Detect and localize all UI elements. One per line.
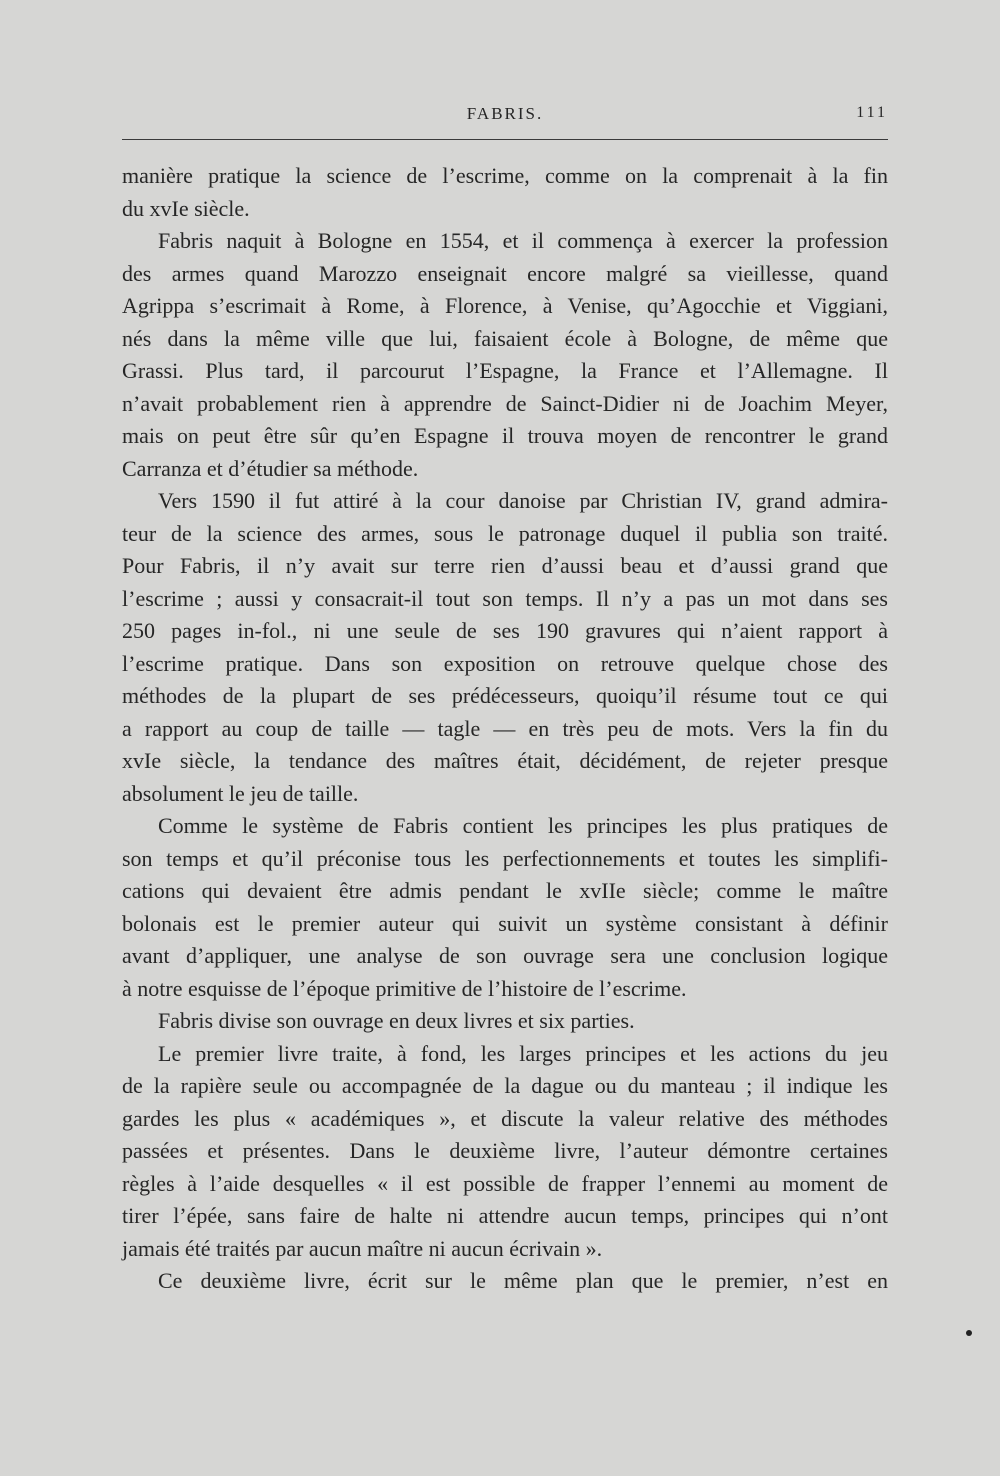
text-line: passées et présentes. Dans le deuxième livre, l’auteur démontre certaines — [122, 1138, 888, 1163]
text-line: méthodes de la plupart de ses prédécesseurs, quoiqu’il résume tout ce qui — [122, 683, 888, 708]
text-line: Carranza et d’étudier sa méthode. — [122, 455, 419, 481]
text-line: absolument le jeu de taille. — [122, 780, 359, 806]
body-text — [122, 160, 888, 1298]
text-line: cations qui devaient être admis pendant le xvIIe siècle; comme le maître — [122, 878, 888, 903]
text-line: Fabris naquit à Bologne en 1554, et il commença à exercer la profession — [158, 228, 888, 253]
text-line: Ce deuxième livre, écrit sur le même plan que le premier, n’est en — [158, 1268, 888, 1293]
text-line: manière pratique la science de l’escrime, comme on la comprenait à la fin — [122, 163, 888, 188]
text-line: du xvIe siècle. — [122, 195, 250, 221]
text-line: de la rapière seule ou accompagnée de la dague ou du manteau ; il indique les — [122, 1073, 888, 1098]
text-line: l’escrime ; aussi y consacrait-il tout son temps. Il n’y a pas un mot dans ses — [122, 585, 888, 611]
text-line: 250 pages in-fol., ni une seule de ses 190 gravures qui n’aient rapport à — [122, 618, 888, 643]
text-line: l’escrime pratique. Dans son exposition on retrouve quelque chose des — [122, 650, 888, 676]
text-line: avant d’appliquer, une analyse de son ouvrage sera une conclusion logique — [122, 943, 888, 968]
text-line: Le premier livre traite, à fond, les larges principes et les actions du jeu — [158, 1040, 888, 1066]
text-line: son temps et qu’il préconise tous les perfectionnements et toutes les simplifi- — [122, 845, 888, 871]
text-line: Vers 1590 il fut attiré à la cour danoise par Christian IV, grand admira- — [158, 488, 888, 513]
text-line: Agrippa s’escrimait à Rome, à Florence, à Venise, qu’Agocchie et Viggiani, — [122, 293, 888, 318]
text-line: a rapport au coup de taille — tagle — en très peu de mots. Vers la fin du — [122, 715, 888, 741]
ink-speck — [966, 1330, 972, 1336]
text-line: bolonais est le premier auteur qui suivit un système consistant à définir — [122, 910, 888, 936]
text-line: teur de la science des armes, sous le patronage duquel il publia son traité. — [122, 520, 888, 546]
text-line: Fabris divise son ouvrage en deux livres et six parties. — [158, 1008, 635, 1033]
text-line: à notre esquisse de l’époque primitive de l’histoire de l’escrime. — [122, 975, 687, 1001]
text-line: Comme le système de Fabris contient les principes les plus pratiques de — [158, 813, 888, 838]
running-title: FABRIS. — [466, 104, 544, 123]
text-line: jamais été traités par aucun maître ni aucun écrivain ». — [122, 1235, 603, 1261]
text-line: gardes les plus « académiques », et discute la valeur relative des méthodes — [122, 1105, 888, 1131]
header-rule — [122, 139, 888, 140]
text-line: mais on peut être sûr qu’en Espagne il trouva moyen de rencontrer le grand — [122, 423, 888, 448]
running-head — [122, 104, 888, 126]
text-line: nés dans la même ville que lui, faisaient école à Bologne, de même que — [122, 325, 888, 351]
text-line: tirer l’épée, sans faire de halte ni attendre aucun temps, principes qui n’ont — [122, 1203, 888, 1228]
page-number: 111 — [856, 104, 888, 121]
text-line: Grassi. Plus tard, il parcourut l’Espagne, la France et l’Allemagne. Il — [122, 358, 888, 383]
text-line: n’avait probablement rien à apprendre de Sainct-Didier ni de Joachim Meyer, — [122, 390, 888, 416]
text-line: Pour Fabris, il n’y avait sur terre rien d’aussi beau et d’aussi grand que — [122, 553, 888, 578]
text-line: des armes quand Marozzo enseignait encore malgré sa vieillesse, quand — [122, 260, 888, 286]
text-line: règles à l’aide desquelles « il est possible de frapper l’ennemi au moment de — [122, 1170, 888, 1196]
text-line: xvIe siècle, la tendance des maîtres était, décidément, de rejeter presque — [122, 748, 888, 773]
